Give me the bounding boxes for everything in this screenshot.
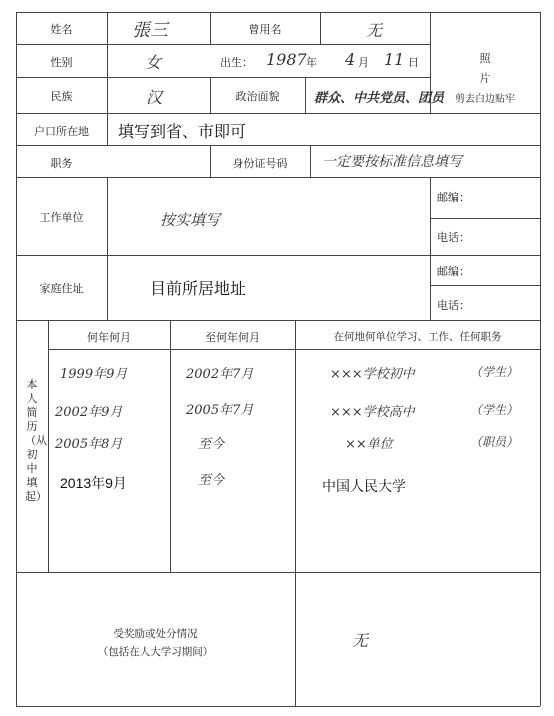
birth-label: 出生：	[220, 56, 253, 69]
resume-from: 1999年9月	[60, 367, 128, 382]
photo-label: 片	[479, 72, 491, 85]
home-address-label: 家庭住址	[39, 282, 84, 295]
to-date-header: 至何年何月	[205, 331, 260, 344]
resume-to: 2002年7月	[186, 367, 254, 382]
resume-to: 2005年7月	[186, 403, 254, 418]
grid-line	[320, 12, 321, 44]
gender-label: 性别	[50, 56, 73, 69]
grid-line	[16, 113, 540, 114]
resume-where: ×××学校初中	[330, 367, 415, 382]
grid-line	[310, 145, 311, 177]
grid-line	[430, 177, 431, 320]
phone-label: 电话：	[437, 299, 470, 312]
grid-line	[16, 706, 540, 707]
resume-from: 2013年9月	[60, 475, 127, 491]
grid-line	[540, 12, 541, 706]
resume-role: （学生）	[470, 403, 519, 417]
grid-line	[107, 12, 108, 145]
name-value: 張三	[132, 20, 168, 41]
grid-line	[16, 320, 540, 321]
grid-line	[305, 77, 306, 113]
resume-to: 至今	[198, 473, 225, 488]
grid-line	[48, 320, 49, 572]
name-label: 姓名	[50, 23, 73, 36]
resume-where: 中国人民大学	[322, 479, 406, 495]
grid-line	[107, 177, 108, 320]
workplace-value: 按实填写	[160, 211, 221, 229]
id-no-label: 身份证号码	[232, 157, 288, 170]
political-label: 政治面貌	[235, 90, 280, 103]
political-value: 群众、中共党员、团员	[314, 91, 445, 106]
award-sublabel: （包括在人大学习期间）	[97, 646, 214, 658]
grid-line	[16, 255, 540, 256]
resume-from: 2002年9月	[55, 405, 123, 420]
birth-day-value: 11	[384, 50, 405, 69]
hukou-value: 填写到省、市即可	[118, 122, 247, 141]
ethnicity-label: 民族	[50, 90, 73, 103]
grid-line	[16, 12, 17, 706]
grid-line	[16, 572, 540, 573]
ethnicity-value: 汉	[146, 88, 163, 107]
grid-line	[295, 320, 296, 706]
award-value: 无	[352, 631, 369, 650]
award-label: 受奖励或处分情况	[113, 628, 198, 640]
resume-role: （学生）	[470, 365, 519, 379]
grid-line	[16, 77, 430, 78]
former-name-label: 曾用名	[248, 23, 282, 36]
resume-to: 至今	[198, 437, 225, 452]
resume-role: （职员）	[470, 435, 519, 449]
resume-where: ×××学校高中	[330, 405, 415, 420]
gender-value: 女	[145, 53, 162, 72]
id-no-value: 一定要按标准信息填写	[322, 154, 462, 170]
former-name-value: 无	[366, 21, 383, 40]
photo-instruction: 剪去白边贴牢	[455, 94, 515, 105]
grid-line	[430, 218, 540, 219]
birth-day-unit: 日	[408, 56, 419, 69]
postcode-label: 邮编：	[437, 265, 470, 278]
birth-year-unit: 年	[306, 56, 317, 69]
where-header: 在何地何单位学习、工作、任何职务	[333, 331, 502, 343]
postcode-label: 邮编：	[437, 191, 470, 204]
birth-month-value: 4	[345, 50, 356, 69]
grid-line	[16, 12, 540, 13]
phone-label: 电话：	[437, 231, 470, 244]
home-address-value: 目前所居地址	[150, 279, 247, 298]
grid-line	[430, 285, 540, 286]
birth-year-value: 1987	[266, 50, 307, 69]
grid-line	[16, 145, 540, 146]
grid-line	[16, 177, 540, 178]
photo-label: 照	[479, 52, 491, 65]
resume-where: ××单位	[345, 437, 393, 452]
grid-line	[48, 349, 540, 350]
resume-side-label: 本人简历（从初中填起）	[25, 378, 47, 503]
hukou-label: 户口所在地	[34, 125, 89, 138]
grid-line	[170, 320, 171, 572]
grid-line	[16, 44, 430, 45]
resume-from: 2005年8月	[55, 437, 123, 452]
birth-month-unit: 月	[358, 56, 369, 69]
position-label: 职务	[50, 157, 73, 170]
from-date-header: 何年何月	[87, 331, 131, 344]
workplace-label: 工作单位	[39, 211, 84, 224]
